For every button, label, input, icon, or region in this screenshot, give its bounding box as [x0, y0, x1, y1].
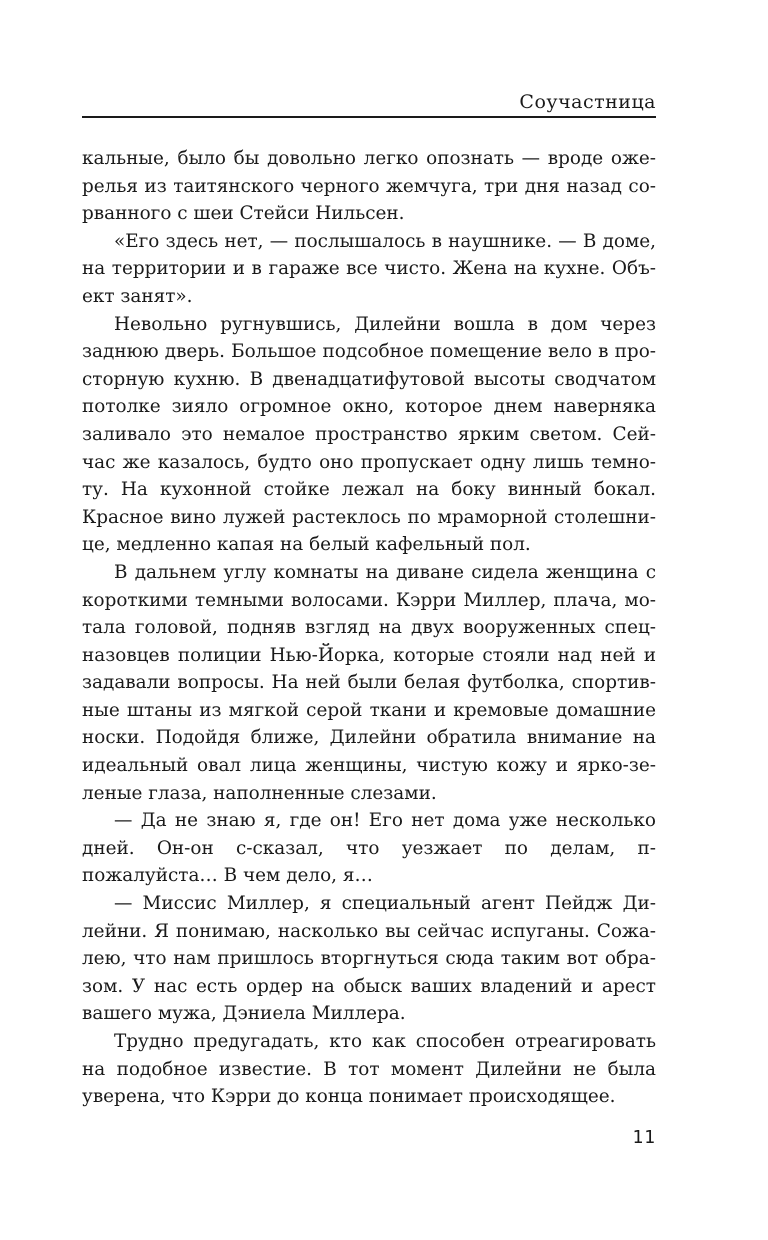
paragraph: Трудно предугадать, кто как способен отреагировать на подобное известие. В тот момент Дилейни не была уверена, что Кэрри до конца понимает происходящее.	[82, 1031, 656, 1108]
paragraph: — Миссис Миллер, я специальный агент Пейдж Дилейни. Я понимаю, насколько вы сейчас испуганы. Сожалею, что нам пришлось вторгнуться сюда таким вот образом. У нас есть ордер на обыск ваших владений и арест вашего мужа, Дэниела Миллера.	[82, 893, 656, 1025]
running-head: Соучастница	[519, 91, 656, 113]
paragraph: «Его здесь нет, — послышалось в наушнике. — В доме, на территории и в гараже все чисто. Жена на кухне. Объект занят».	[82, 230, 656, 307]
body-text	[82, 145, 656, 1111]
header-rule	[82, 116, 656, 118]
paragraph: Невольно ругнувшись, Дилейни вошла в дом через заднюю дверь. Большое подсобное помещение вело в просторную кухню. В двенадцатифутовой высоты сводчатом потолке зияло огромное окно, которое днем наверняка заливало это немалое пространство ярким светом. Сейчас же казалось, будто оно пропускает одну лишь темноту. На кухонной стойке лежал на боку винный бокал. Красное вино лужей растеклось по мраморной столешнице, медленно капая на белый кафельный пол.	[82, 313, 656, 556]
paragraph-continuation: кальные, было бы довольно легко опознать — вроде ожерелья из таитянского черного жемчуга, три дня назад сорванного с шеи Стейси Нильсен.	[82, 148, 656, 225]
page-number: 11	[632, 1127, 656, 1148]
paragraph: В дальнем углу комнаты на диване сидела женщина с короткими темными волосами. Кэрри Миллер, плача, мотала головой, подняв взгляд на двух вооруженных спецназовцев полиции Нью-Йорка, которые стояли над ней и задавали вопросы. На ней были белая футболка, спортивные штаны из мягкой серой ткани и кремовые домашние носки. Подойдя ближе, Дилейни обратила внимание на идеальный овал лица женщины, чистую кожу и ярко-зеленые глаза, наполненные слезами.	[82, 561, 656, 804]
paragraph: — Да не знаю я, где он! Его нет дома уже несколько дней. Он-он с-сказал, что уезжает по делам, п-пожалуйста… В чем дело, я…	[82, 810, 656, 887]
